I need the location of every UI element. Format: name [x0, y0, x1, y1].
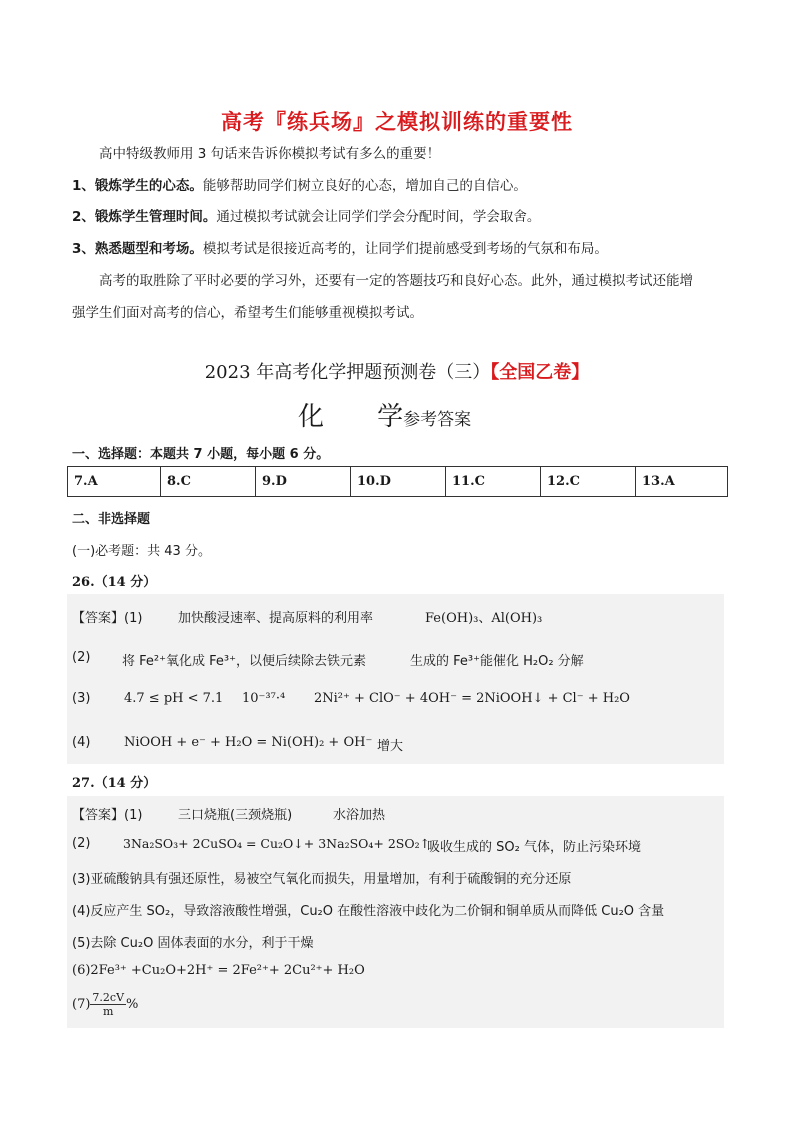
point-1-text: 能够帮助同学们树立良好的心态，增加自己的自信心。 — [202, 178, 527, 194]
point-2-text: 通过模拟考试就会让同学们学会分配时间，学会取舍。 — [216, 209, 541, 225]
q27-a2-1: 3Na₂SO₃+ 2CuSO₄ = Cu₂O↓+ 3Na₂SO₄+ 2SO₂↑ — [123, 836, 431, 851]
q26-a1-1: 加快酸浸速率、提高原料的利用率 — [178, 611, 374, 626]
section-2-title: 二、非选择题 — [72, 512, 151, 527]
exam-title-text: 2023 年高考化学押题预测卷（三） — [204, 362, 491, 383]
subject-char-1: 化 — [298, 402, 325, 432]
q26-a4-1: NiOOH + e⁻ + H₂O = Ni(OH)₂ + OH⁻ — [124, 735, 373, 750]
q27-a7 — [72, 991, 138, 1018]
promo-point-1 — [72, 177, 527, 195]
q26-n4: (4) — [72, 735, 91, 750]
q26-a3-3: 2Ni²⁺ + ClO⁻ + 4OH⁻ = 2NiOOH↓ + Cl⁻ + H₂O — [314, 691, 630, 706]
q27-a2-2: 吸收生成的 SO₂ 气体，防止污染环境 — [427, 840, 641, 855]
q27-a1-1: 三口烧瓶(三颈烧瓶) — [178, 808, 293, 823]
point-1-bold: 1、锻炼学生的心态。 — [72, 178, 203, 194]
q26-title: 26.（14 分） — [72, 575, 157, 590]
q26-a2-1: 将 Fe²⁺氧化成 Fe³⁺，以便后续除去铁元素 — [122, 654, 366, 669]
point-2-bold: 2、锻炼学生管理时间。 — [72, 209, 217, 225]
exam-title-tag: 【全国乙卷】 — [490, 362, 590, 383]
answer-cell-11: 11.C — [446, 467, 541, 497]
promo-closing-line-2: 强学生们面对高考的信心，希望考生们能够重视模拟考试。 — [72, 305, 423, 321]
q27-a7-denominator: m — [103, 1005, 114, 1018]
promo-point-3 — [72, 240, 608, 258]
q26-a3-1: 4.7 ≤ pH < 7.1 — [124, 691, 224, 706]
q26-a3-2: 10⁻³⁷·⁴ — [242, 691, 286, 706]
answer-cell-12: 12.C — [541, 467, 636, 497]
q27-a6: (6)2Fe³⁺ +Cu₂O+2H⁺ = 2Fe²⁺+ 2Cu²⁺+ H₂O — [72, 963, 365, 978]
q26-n3: (3) — [72, 691, 91, 706]
answer-cell-13: 13.A — [636, 467, 728, 497]
promo-heading: 高考『练兵场』之模拟训练的重要性 — [221, 110, 573, 134]
promo-lead: 高中特级教师用 3 句话来告诉你模拟考试有多么的重要！ — [99, 146, 441, 162]
q27-a7-suffix: % — [126, 997, 139, 1012]
subject-suffix: 参考答案 — [403, 410, 472, 430]
q26-label: 【答案】(1) — [72, 611, 143, 626]
point-3-text: 模拟考试是很接近高考的，让同学们提前感受到考场的气氛和布局。 — [202, 241, 608, 257]
q27-title: 27.（14 分） — [72, 776, 157, 791]
exam-title — [0, 358, 794, 384]
promo-closing-line-1: 高考的取胜除了平时必要的学习外，还要有一定的答题技巧和良好心态。此外，通过模拟考试还能增 — [99, 273, 693, 289]
q27-a1-2: 水浴加热 — [333, 808, 386, 823]
answer-cell-7: 7.A — [68, 467, 161, 497]
point-3-bold: 3、熟悉题型和考场。 — [72, 241, 203, 257]
subject-title — [298, 396, 471, 433]
q27-a7-fraction — [90, 991, 126, 1018]
section-1-title: 一、选择题：本题共 7 小题，每小题 6 分。 — [72, 447, 330, 462]
q26-a2-2: 生成的 Fe³⁺能催化 H₂O₂ 分解 — [410, 654, 584, 669]
q26-a4-2: 增大 — [377, 739, 404, 754]
q26-n2: (2) — [72, 650, 91, 665]
promo-point-2 — [72, 208, 540, 226]
answer-cell-10: 10.D — [351, 467, 446, 497]
answer-row — [68, 467, 728, 497]
q27-a4: (4)反应产生 SO₂，导致溶液酸性增强，Cu₂O 在酸性溶液中歧化为二价铜和铜单质从而降低 Cu₂O 含量 — [72, 904, 665, 919]
required-questions-note: (一)必考题：共 43 分。 — [72, 544, 211, 559]
q27-a7-prefix: (7) — [72, 997, 91, 1012]
q27-n2: (2) — [72, 836, 91, 851]
q27-a7-numerator: 7.2cV — [92, 991, 125, 1004]
q27-a3: (3)亚硫酸钠具有强还原性，易被空气氧化而损失，用量增加，有利于硫酸铜的充分还原 — [72, 872, 572, 887]
q27-label: 【答案】(1) — [72, 808, 143, 823]
answer-cell-8: 8.C — [161, 467, 256, 497]
subject-char-2: 学 — [377, 402, 404, 432]
answer-cell-9: 9.D — [256, 467, 351, 497]
multiple-choice-answer-table — [67, 466, 728, 497]
q27-a5: (5)去除 Cu₂O 固体表面的水分，利于干燥 — [72, 936, 314, 951]
q26-a1-2: Fe(OH)₃、Al(OH)₃ — [425, 611, 543, 626]
